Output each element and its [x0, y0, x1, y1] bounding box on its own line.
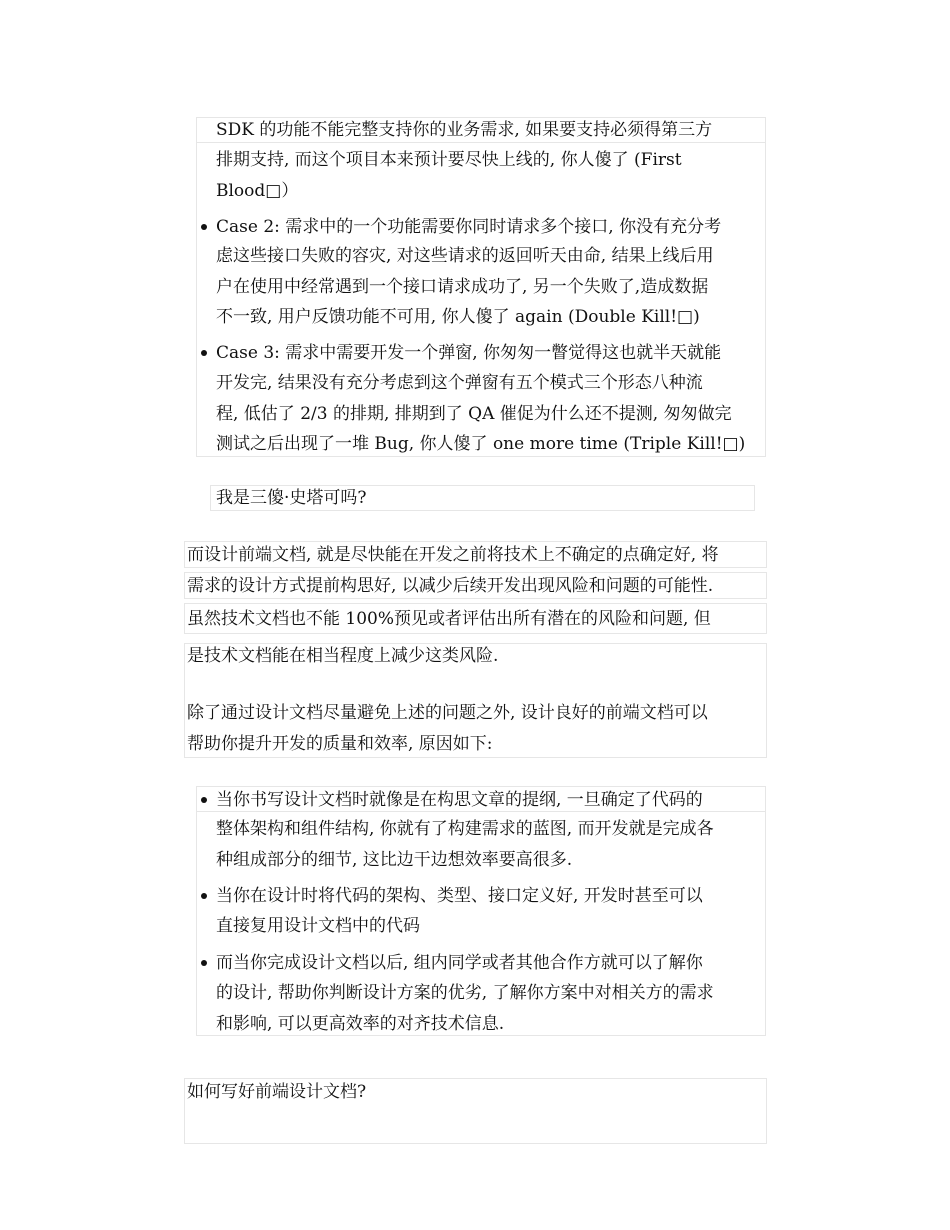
- benefit2-line: 直接复用设计文档中的代码: [216, 916, 420, 936]
- benefit1-line: 当你书写设计文档时就像是在构思文章的提纲, 一旦确定了代码的: [216, 790, 703, 810]
- case1-line: Blood□）: [216, 181, 299, 201]
- case2-line: Case 2: 需求中的一个功能需要你同时请求多个接口, 你没有充分考: [216, 217, 722, 237]
- case2-line: 不一致, 用户反馈功能不可用, 你人傻了 again (Double Kill!□): [216, 307, 700, 327]
- benefit1-line: 种组成部分的细节, 这比边干边想效率要高很多.: [216, 850, 573, 870]
- benefit3-line: 和影响, 可以更高效率的对齐技术信息.: [216, 1014, 505, 1034]
- case3-line: 开发完, 结果没有充分考虑到这个弹窗有五个模式三个形态八种流: [216, 373, 703, 393]
- case2-line: 户在使用中经常遇到一个接口请求成功了, 另一个失败了,造成数据: [216, 277, 709, 297]
- para2-line: 帮助你提升开发的质量和效率, 原因如下:: [187, 734, 493, 754]
- para1-line: 虽然技术文档也不能 100%预见或者评估出所有潜在的风险和问题, 但: [187, 609, 711, 629]
- para1-line: 是技术文档能在相当程度上减少这类风险.: [187, 646, 499, 666]
- benefit3-line: 的设计, 帮助你判断设计方案的优劣, 了解你方案中对相关方的需求: [216, 983, 714, 1003]
- bullet-icon: [201, 893, 207, 899]
- quote-text: 我是三傻·史塔可吗?: [216, 488, 367, 508]
- case3-line: 测试之后出现了一堆 Bug, 你人傻了 one more time (Triple Kill!□): [216, 434, 746, 454]
- benefit1-line: 整体架构和组件结构, 你就有了构建需求的蓝图, 而开发就是完成各: [216, 819, 714, 839]
- case2-line: 虑这些接口失败的容灾, 对这些请求的返回听天由命, 结果上线后用: [216, 246, 714, 266]
- para1-line: 需求的设计方式提前构思好, 以减少后续开发出现风险和问题的可能性.: [187, 576, 714, 596]
- bullet-icon: [201, 224, 207, 230]
- section-heading: 如何写好前端设计文档?: [187, 1082, 367, 1102]
- benefit2-line: 当你在设计时将代码的架构、类型、接口定义好, 开发时甚至可以: [216, 886, 703, 906]
- case3-line: 程, 低估了 2/3 的排期, 排期到了 QA 催促为什么还不提测, 匆匆做完: [216, 404, 732, 424]
- case1-line: 排期支持, 而这个项目本来预计要尽快上线的, 你人傻了 (First: [216, 150, 682, 170]
- case1-line: SDK 的功能不能完整支持你的业务需求, 如果要支持必须得第三方: [216, 120, 713, 140]
- case3-line: Case 3: 需求中需要开发一个弹窗, 你匆匆一瞥觉得这也就半天就能: [216, 343, 722, 363]
- para1-line: 而设计前端文档, 就是尽快能在开发之前将技术上不确定的点确定好, 将: [187, 545, 719, 565]
- bullet-icon: [201, 350, 207, 356]
- bullet-icon: [201, 797, 207, 803]
- bullet-icon: [201, 960, 207, 966]
- benefit3-line: 而当你完成设计文档以后, 组内同学或者其他合作方就可以了解你: [216, 953, 703, 973]
- para2-line: 除了通过设计文档尽量避免上述的问题之外, 设计良好的前端文档可以: [187, 703, 708, 723]
